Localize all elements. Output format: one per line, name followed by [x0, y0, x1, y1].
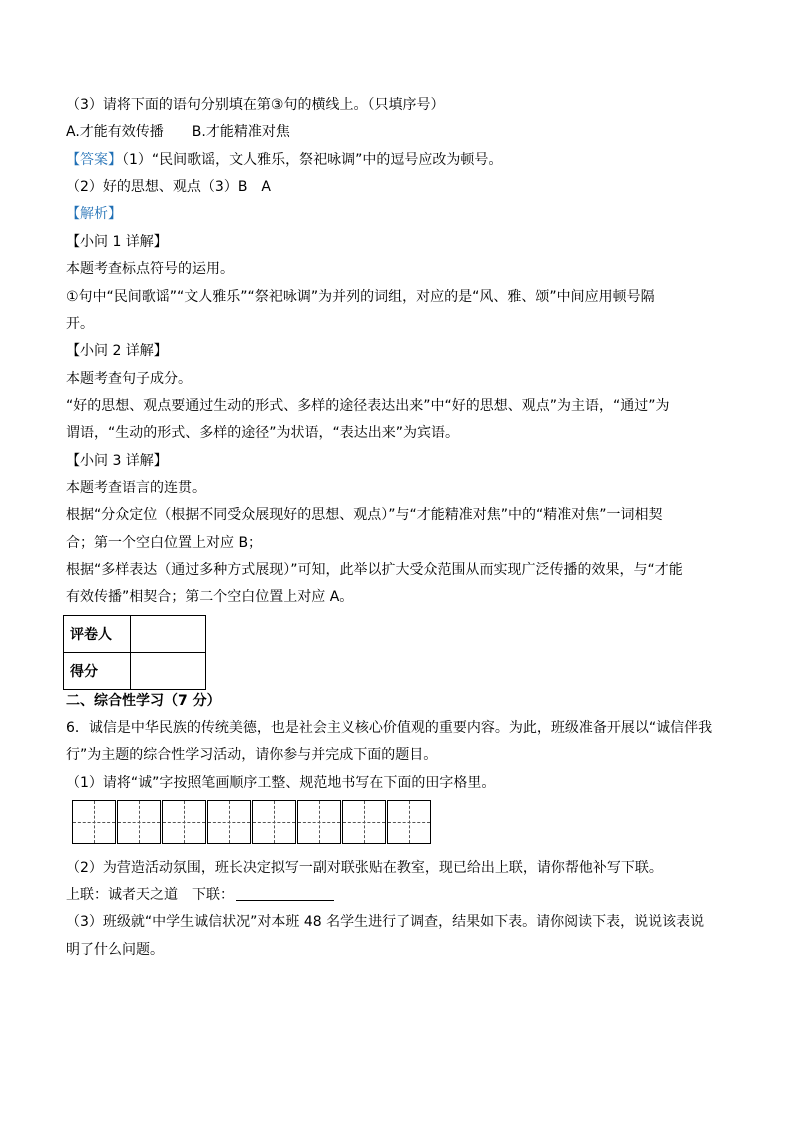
- tianzige-cell[interactable]: [252, 800, 296, 844]
- tianzige-cell[interactable]: [297, 800, 341, 844]
- section2-title: 二、综合性学习（7 分）: [66, 693, 221, 709]
- sub2-para-2b: 谓语，“生动的形式、多样的途径”为状语，“表达出来”为宾语。: [66, 425, 460, 441]
- sub1-title: 【小问 1 详解】: [66, 234, 168, 250]
- answer-line-1: [66, 150, 502, 170]
- tianzige-cell[interactable]: [207, 800, 251, 844]
- q3-options: A.才能有效传播 B.才能精准对焦: [66, 124, 290, 140]
- q6-part2: （2）为营造活动氛围，班长决定拟写一副对联张贴在教室，现已给出上联，请你帮他补写下联。: [66, 860, 663, 876]
- sub3-title: 【小问 3 详解】: [66, 453, 168, 469]
- q6-part3a: （3）班级就“中学生诚信状况”对本班 48 名学生进行了调查，结果如下表。请你阅读下表，说说该表说: [66, 914, 705, 930]
- tianzige-cell[interactable]: [162, 800, 206, 844]
- answer-tag: 【答案】: [66, 152, 122, 168]
- analysis-tag: 【解析】: [66, 206, 122, 222]
- couplet-lower-blank[interactable]: [236, 886, 334, 901]
- sub1-para-2b: 开。: [66, 316, 94, 332]
- tianzige-cell[interactable]: [72, 800, 116, 844]
- answer-line-2: （2）好的思想、观点（3）B A: [66, 179, 271, 195]
- q6-stem-b: 行”为主题的综合性学习活动，请你参与并完成下面的题目。: [66, 747, 438, 763]
- sub2-para-2a: “好的思想、观点要通过生动的形式、多样的途径表达出来”中“好的思想、观点”为主语，“通过”为: [66, 398, 670, 414]
- q3-prompt: （3）请将下面的语句分别填在第③句的横线上。（只填序号）: [66, 97, 445, 113]
- sub2-para-1: 本题考查句子成分。: [66, 371, 192, 387]
- q6-part1: （1）请将“诚”字按照笔画顺序工整、规范地书写在下面的田字格里。: [66, 775, 496, 791]
- grader-label: 评卷人: [64, 616, 131, 653]
- couplet-line: [66, 885, 334, 905]
- tianzige-cell[interactable]: [117, 800, 161, 844]
- score-table: [63, 615, 206, 690]
- sub1-para-1: 本题考查标点符号的运用。: [66, 261, 234, 277]
- q6-stem-a: 6．诚信是中华民族的传统美德，也是社会主义核心价值观的重要内容。为此，班级准备开展以“诚信伴我: [66, 720, 713, 736]
- sub3-para-3a: 根据“多样表达（通过多种方式展现）”可知，此举以扩大受众范围从而实现广泛传播的效果，与“才能: [66, 562, 683, 578]
- answer-1-text: （1）“民间歌谣，文人雅乐，祭祀咏调”中的逗号应改为顿号。: [122, 152, 503, 168]
- tianzige-cell[interactable]: [387, 800, 431, 844]
- sub3-para-2a: 根据“分众定位（根据不同受众展现好的思想、观点）”与“才能精准对焦”中的“精准对焦”一词相契: [66, 507, 663, 523]
- couplet-upper: 上联：诚者天之道 下联：: [66, 887, 234, 903]
- sub1-para-2a: ①句中“民间歌谣”“文人雅乐”“祭祀咏调”为并列的词组，对应的是“风、雅、颂”中间应用顿号隔: [66, 289, 655, 305]
- sub3-para-2b: 合；第一个空白位置上对应 B；: [66, 535, 263, 551]
- score-row-score: [64, 653, 206, 690]
- sub2-title: 【小问 2 详解】: [66, 343, 168, 359]
- sub3-para-1: 本题考查语言的连贯。: [66, 480, 206, 496]
- tianzige-grid: [72, 800, 431, 844]
- score-row-grader: [64, 616, 206, 653]
- score-cell: [131, 653, 206, 690]
- grader-cell: [131, 616, 206, 653]
- q6-part3b: 明了什么问题。: [66, 942, 164, 958]
- tianzige-cell[interactable]: [342, 800, 386, 844]
- sub3-para-3b: 有效传播”相契合；第二个空白位置上对应 A。: [66, 589, 354, 605]
- score-label: 得分: [64, 653, 131, 690]
